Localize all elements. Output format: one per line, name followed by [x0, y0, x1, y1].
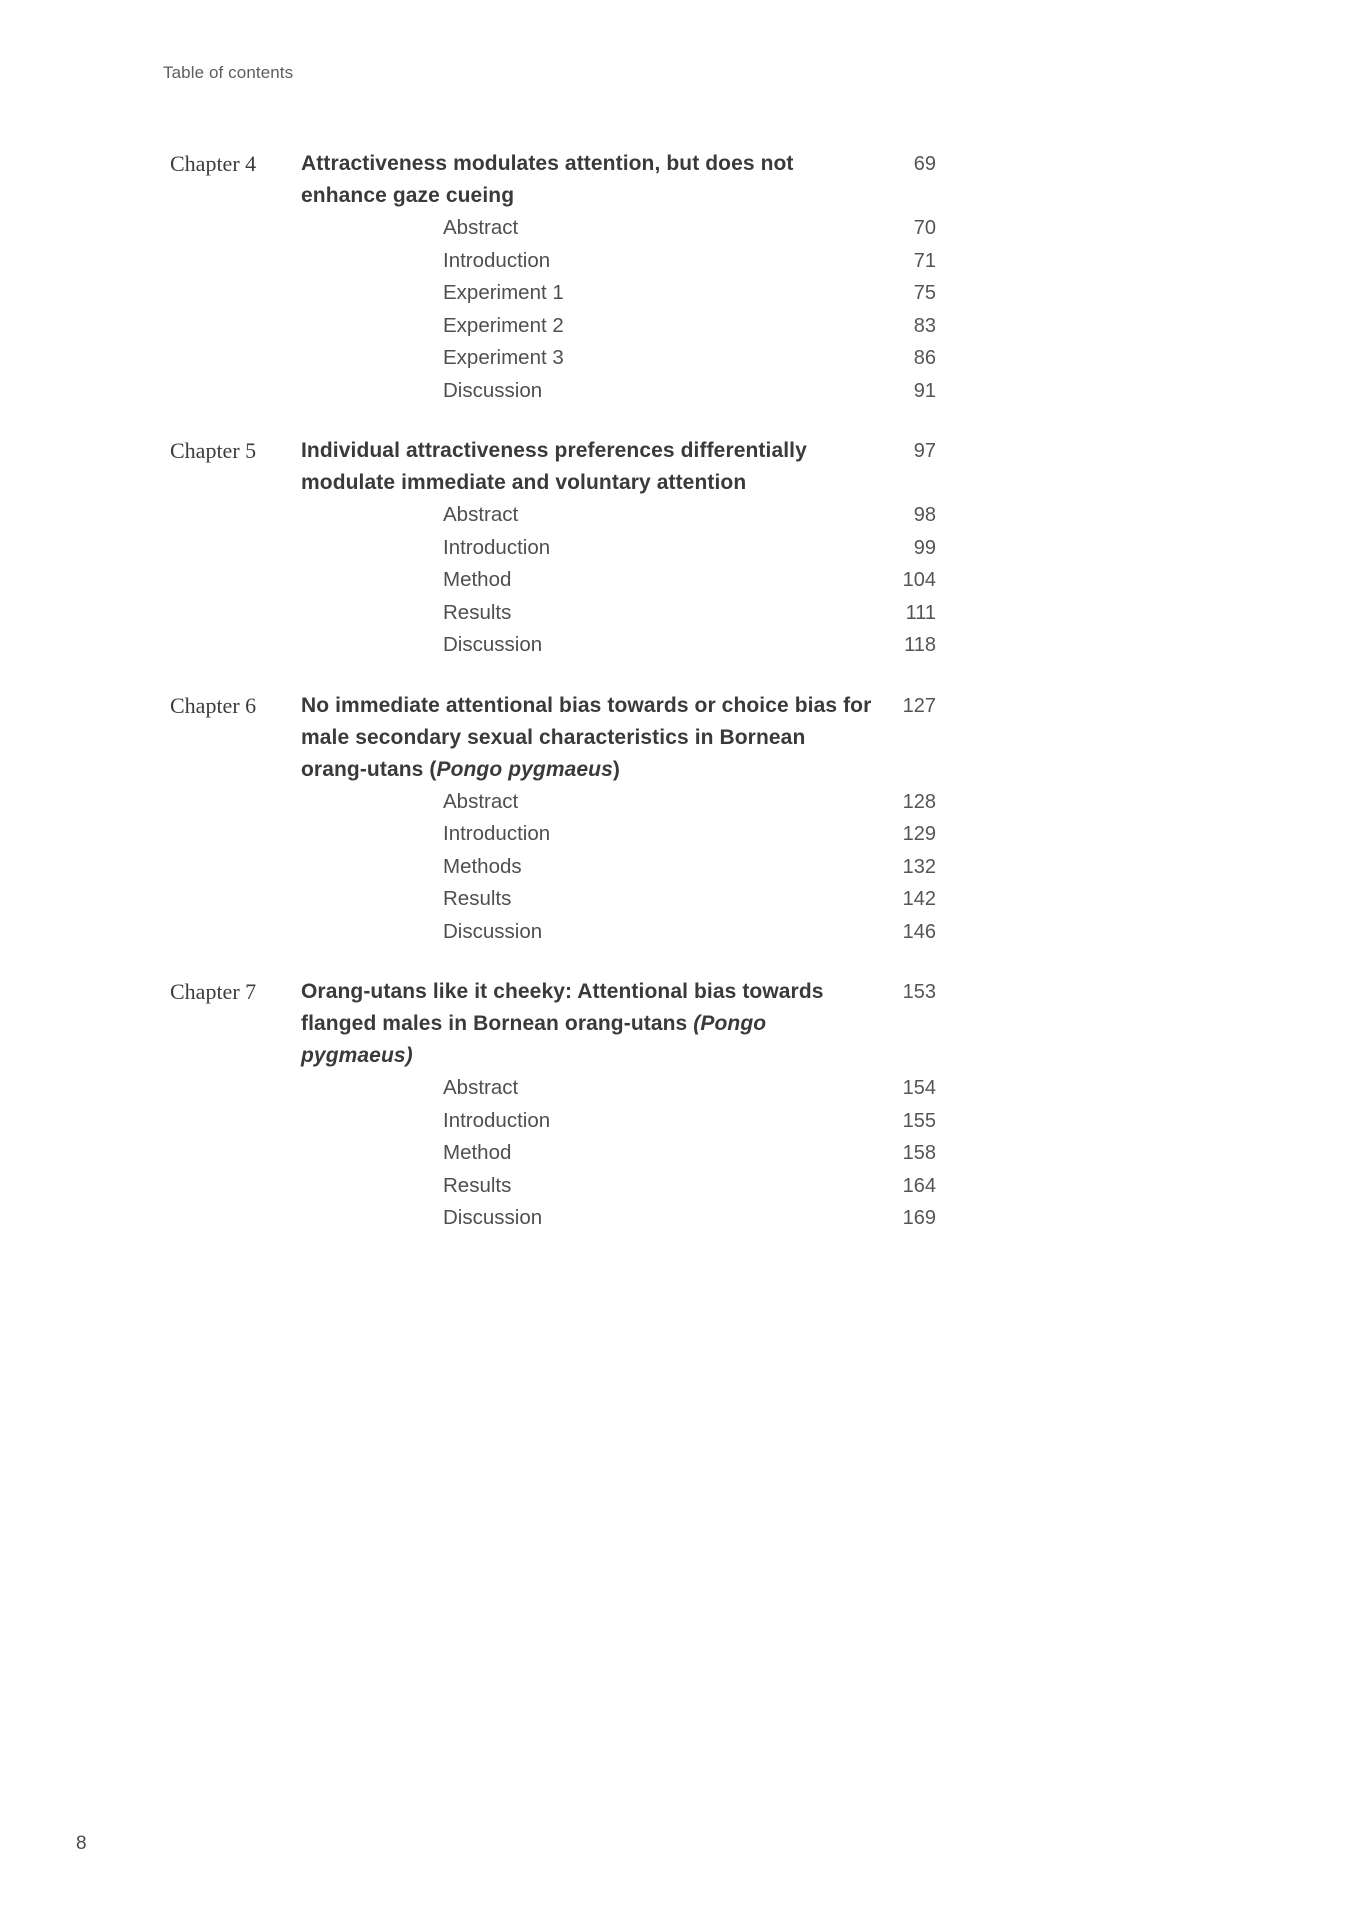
toc-section-entry — [443, 597, 936, 630]
section-page-number: 86 — [913, 347, 936, 369]
chapter-title-italic-part: Pongo pygmaeus — [436, 757, 613, 781]
section-page-number: 164 — [902, 1174, 936, 1197]
section-page-number: 155 — [902, 1109, 936, 1132]
chapter-sections — [443, 1072, 936, 1235]
chapter-sections — [443, 786, 936, 949]
section-page-number: 83 — [913, 314, 936, 337]
toc-section-entry — [443, 786, 936, 819]
chapter-page-number: 97 — [913, 440, 936, 462]
toc-section-entry — [443, 499, 936, 532]
section-label: Introduction — [443, 1108, 551, 1132]
section-page-number: 98 — [913, 504, 936, 526]
section-label: Results — [443, 887, 512, 910]
chapter-title-part: Orang-utans like it cheeky: Attentional bias towards flanged males in Bornean orang-utans — [301, 980, 824, 1035]
section-label: Discussion — [443, 378, 543, 402]
chapter-page-number: 127 — [902, 694, 936, 717]
chapter-heading-row — [170, 690, 936, 786]
chapter-label: Chapter 6 — [170, 692, 257, 718]
toc-section-entry — [443, 342, 936, 375]
chapter-title-part: Attractiveness modulates attention, but does not enhance gaze cueing — [301, 152, 794, 207]
section-label: Methods — [443, 854, 522, 878]
section-label: Abstract — [443, 503, 519, 526]
toc-section-entry — [443, 1072, 936, 1105]
toc-section-entry — [443, 310, 936, 343]
toc-section-entry — [443, 564, 936, 597]
section-label: Discussion — [443, 1206, 543, 1229]
toc-chapter-entry — [170, 690, 936, 949]
section-label: Abstract — [443, 216, 519, 239]
section-label: Abstract — [443, 789, 519, 813]
chapter-sections — [443, 212, 936, 407]
section-page-number: 142 — [902, 888, 936, 910]
section-page-number: 128 — [902, 790, 936, 813]
section-page-number: 146 — [902, 920, 936, 943]
toc-section-entry — [443, 883, 936, 916]
chapter-title — [301, 690, 880, 786]
section-label: Results — [443, 1173, 512, 1197]
chapter-sections — [443, 499, 936, 662]
section-page-number: 70 — [913, 217, 936, 239]
section-label: Results — [443, 600, 512, 624]
section-page-number: 75 — [913, 282, 936, 304]
section-label: Experiment 1 — [443, 281, 564, 304]
section-label: Discussion — [443, 919, 543, 943]
section-page-number: 71 — [913, 249, 936, 272]
chapter-label: Chapter 7 — [170, 979, 257, 1004]
chapter-title-part: No immediate attentional bias towards or choice bias for male secondary sexual characteristics in Bornean orang-utans ( — [301, 693, 872, 781]
toc-section-entry — [443, 916, 936, 949]
toc-section-entry — [443, 277, 936, 310]
toc-chapter-entry — [170, 435, 936, 662]
section-page-number: 169 — [902, 1207, 936, 1229]
toc-section-entry — [443, 818, 936, 851]
section-page-number: 104 — [902, 569, 936, 591]
toc-section-entry — [443, 212, 936, 245]
section-label: Discussion — [443, 633, 543, 656]
toc-section-entry — [443, 1105, 936, 1138]
toc-section-entry — [443, 1137, 936, 1170]
section-label: Method — [443, 568, 512, 591]
chapter-label: Chapter 5 — [170, 438, 257, 463]
chapter-heading-row — [170, 976, 936, 1072]
page-number: 8 — [76, 1833, 87, 1854]
section-page-number: 154 — [902, 1077, 936, 1099]
chapter-title-part: ) — [612, 757, 620, 781]
section-label: Abstract — [443, 1076, 519, 1099]
section-page-number: 99 — [913, 536, 936, 559]
section-page-number: 91 — [913, 379, 936, 402]
chapter-title — [301, 435, 880, 499]
chapter-title-part: Individual attractiveness preferences differentially modulate immediate and voluntary attention — [301, 439, 807, 494]
toc-section-entry — [443, 375, 936, 408]
section-label: Method — [443, 1141, 512, 1164]
toc-section-entry — [443, 1202, 936, 1235]
chapter-heading-row — [170, 435, 936, 499]
section-page-number: 132 — [902, 855, 936, 878]
chapter-label: Chapter 4 — [170, 151, 257, 176]
toc-chapter-entry — [170, 148, 936, 407]
section-page-number: 111 — [905, 601, 936, 624]
chapter-title — [301, 976, 880, 1072]
toc-chapter-entry — [170, 976, 936, 1235]
section-label: Introduction — [443, 535, 551, 559]
section-label: Experiment 3 — [443, 346, 564, 369]
toc-section-entry — [443, 532, 936, 565]
toc-section-entry — [443, 629, 936, 662]
section-page-number: 158 — [902, 1142, 936, 1164]
chapter-page-number: 153 — [902, 981, 936, 1003]
chapter-heading-row — [170, 148, 936, 212]
section-label: Introduction — [443, 822, 551, 845]
section-label: Introduction — [443, 248, 551, 272]
section-page-number: 129 — [902, 823, 936, 845]
toc-section-entry — [443, 245, 936, 278]
section-label: Experiment 2 — [443, 313, 564, 337]
toc-section-entry — [443, 1170, 936, 1203]
chapter-page-number: 69 — [913, 153, 936, 175]
section-page-number: 118 — [904, 634, 936, 656]
running-header: Table of contents — [163, 63, 294, 82]
chapter-title-italic-part: (Pongo pygmaeus) — [301, 1012, 767, 1067]
toc-list — [170, 148, 936, 1263]
chapter-title — [301, 148, 880, 212]
toc-section-entry — [443, 851, 936, 884]
